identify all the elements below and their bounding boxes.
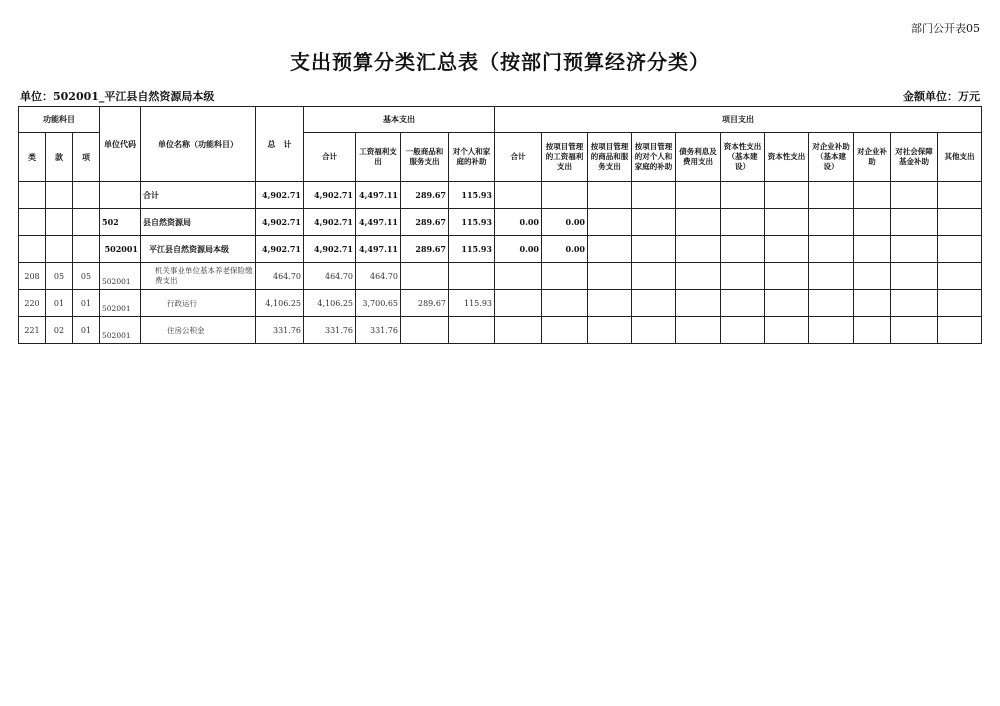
header-project-total: 合计 xyxy=(495,133,542,182)
cell-project-wage xyxy=(542,182,588,209)
cell-name: 住房公积金 xyxy=(141,317,256,344)
header-project-debt: 债务利息及费用支出 xyxy=(676,133,721,182)
cell-lei: 208 xyxy=(19,263,46,290)
cell-project-wage: 0.00 xyxy=(542,209,588,236)
header-basic-wage: 工资福利支出 xyxy=(356,133,401,182)
header-basic-total: 合计 xyxy=(304,133,356,182)
cell-lei xyxy=(19,182,46,209)
cell-basic-personal xyxy=(449,263,495,290)
cell-basic-total: 331.76 xyxy=(304,317,356,344)
table-row xyxy=(19,182,982,209)
cell-xiang: 05 xyxy=(73,263,100,290)
cell-project-total xyxy=(495,263,542,290)
table-number-label: 部门公开表05 xyxy=(911,22,980,35)
cell-xiang xyxy=(73,182,100,209)
cell-basic-total: 4,902.71 xyxy=(304,182,356,209)
cell-basic-total: 4,106.25 xyxy=(304,290,356,317)
header-project-other: 其他支出 xyxy=(938,133,982,182)
table-row xyxy=(19,317,982,344)
cell-kuan: 02 xyxy=(46,317,73,344)
header-total: 总 计 xyxy=(256,107,304,182)
header-project-expenditure: 项目支出 xyxy=(495,107,982,133)
cell-code: 502001 xyxy=(100,290,141,317)
cell-lei xyxy=(19,236,46,263)
cell-basic-wage: 4,497.11 xyxy=(356,182,401,209)
cell-name: 合计 xyxy=(141,182,256,209)
cell-kuan xyxy=(46,182,73,209)
cell-basic-personal: 115.93 xyxy=(449,182,495,209)
cell-project-wage xyxy=(542,317,588,344)
header-func-subject: 功能科目 xyxy=(19,107,100,133)
unit-label: 单位：502001_平江县自然资源局本级 xyxy=(20,90,215,103)
header-project-capital-infra: 资本性支出（基本建设） xyxy=(721,133,765,182)
header-basic-personal: 对个人和家庭的补助 xyxy=(449,133,495,182)
cell-basic-goods: 289.67 xyxy=(401,290,449,317)
cell-kuan xyxy=(46,236,73,263)
cell-total: 464.70 xyxy=(256,263,304,290)
cell-project-wage xyxy=(542,263,588,290)
header-project-goods: 按项目管理的商品和服务支出 xyxy=(588,133,632,182)
table-row xyxy=(19,290,982,317)
cell-basic-wage: 464.70 xyxy=(356,263,401,290)
amount-unit-label: 金额单位：万元 xyxy=(903,90,980,103)
table-row xyxy=(19,236,982,263)
cell-xiang xyxy=(73,236,100,263)
cell-project-total xyxy=(495,182,542,209)
header-basic-expenditure: 基本支出 xyxy=(304,107,495,133)
cell-total: 4,902.71 xyxy=(256,209,304,236)
cell-basic-goods xyxy=(401,263,449,290)
cell-basic-wage: 4,497.11 xyxy=(356,236,401,263)
budget-table xyxy=(18,106,982,344)
cell-xiang xyxy=(73,209,100,236)
cell-basic-total: 4,902.71 xyxy=(304,209,356,236)
cell-kuan: 01 xyxy=(46,290,73,317)
header-project-social-security: 对社会保障基金补助 xyxy=(891,133,938,182)
page-title: 支出预算分类汇总表（按部门预算经济分类） xyxy=(290,50,710,74)
cell-xiang: 01 xyxy=(73,290,100,317)
header-project-enterprise-infra: 对企业补助（基本建设） xyxy=(809,133,854,182)
header-lei: 类 xyxy=(19,133,46,182)
cell-basic-personal: 115.93 xyxy=(449,236,495,263)
header-xiang: 项 xyxy=(73,133,100,182)
cell-basic-goods: 289.67 xyxy=(401,209,449,236)
cell-lei: 220 xyxy=(19,290,46,317)
header-basic-goods: 一般商品和服务支出 xyxy=(401,133,449,182)
cell-project-wage: 0.00 xyxy=(542,236,588,263)
cell-name: 行政运行 xyxy=(141,290,256,317)
cell-lei xyxy=(19,209,46,236)
cell-project-total xyxy=(495,317,542,344)
header-project-personal: 按项目管理的对个人和家庭的补助 xyxy=(632,133,676,182)
cell-basic-personal xyxy=(449,317,495,344)
cell-total: 4,106.25 xyxy=(256,290,304,317)
cell-name: 县自然资源局 xyxy=(141,209,256,236)
cell-project-wage xyxy=(542,290,588,317)
cell-total: 4,902.71 xyxy=(256,236,304,263)
cell-code: 502001 xyxy=(100,236,141,263)
cell-basic-wage: 3,700.65 xyxy=(356,290,401,317)
cell-kuan: 05 xyxy=(46,263,73,290)
header-project-wage: 按项目管理的工资福利支出 xyxy=(542,133,588,182)
cell-kuan xyxy=(46,209,73,236)
cell-basic-total: 464.70 xyxy=(304,263,356,290)
cell-basic-personal: 115.93 xyxy=(449,290,495,317)
header-unit-code: 单位代码 xyxy=(100,107,141,182)
cell-basic-goods: 289.67 xyxy=(401,182,449,209)
header-unit-name: 单位名称（功能科目） xyxy=(141,107,256,182)
cell-basic-personal: 115.93 xyxy=(449,209,495,236)
cell-project-total: 0.00 xyxy=(495,236,542,263)
cell-xiang: 01 xyxy=(73,317,100,344)
cell-project-total xyxy=(495,290,542,317)
cell-total: 4,902.71 xyxy=(256,182,304,209)
cell-basic-wage: 4,497.11 xyxy=(356,209,401,236)
cell-basic-wage: 331.76 xyxy=(356,317,401,344)
cell-code: 502 xyxy=(100,209,141,236)
cell-code: 502001 xyxy=(100,317,141,344)
cell-project-total: 0.00 xyxy=(495,209,542,236)
cell-basic-total: 4,902.71 xyxy=(304,236,356,263)
header-kuan: 款 xyxy=(46,133,73,182)
cell-code xyxy=(100,182,141,209)
cell-basic-goods: 289.67 xyxy=(401,236,449,263)
header-project-capital: 资本性支出 xyxy=(765,133,809,182)
cell-name: 机关事业单位基本养老保险缴费支出 xyxy=(141,263,256,290)
cell-name: 平江县自然资源局本级 xyxy=(141,236,256,263)
cell-code: 502001 xyxy=(100,263,141,290)
cell-lei: 221 xyxy=(19,317,46,344)
table-row xyxy=(19,263,982,290)
cell-total: 331.76 xyxy=(256,317,304,344)
table-row xyxy=(19,209,982,236)
header-project-enterprise: 对企业补助 xyxy=(854,133,891,182)
cell-basic-goods xyxy=(401,317,449,344)
